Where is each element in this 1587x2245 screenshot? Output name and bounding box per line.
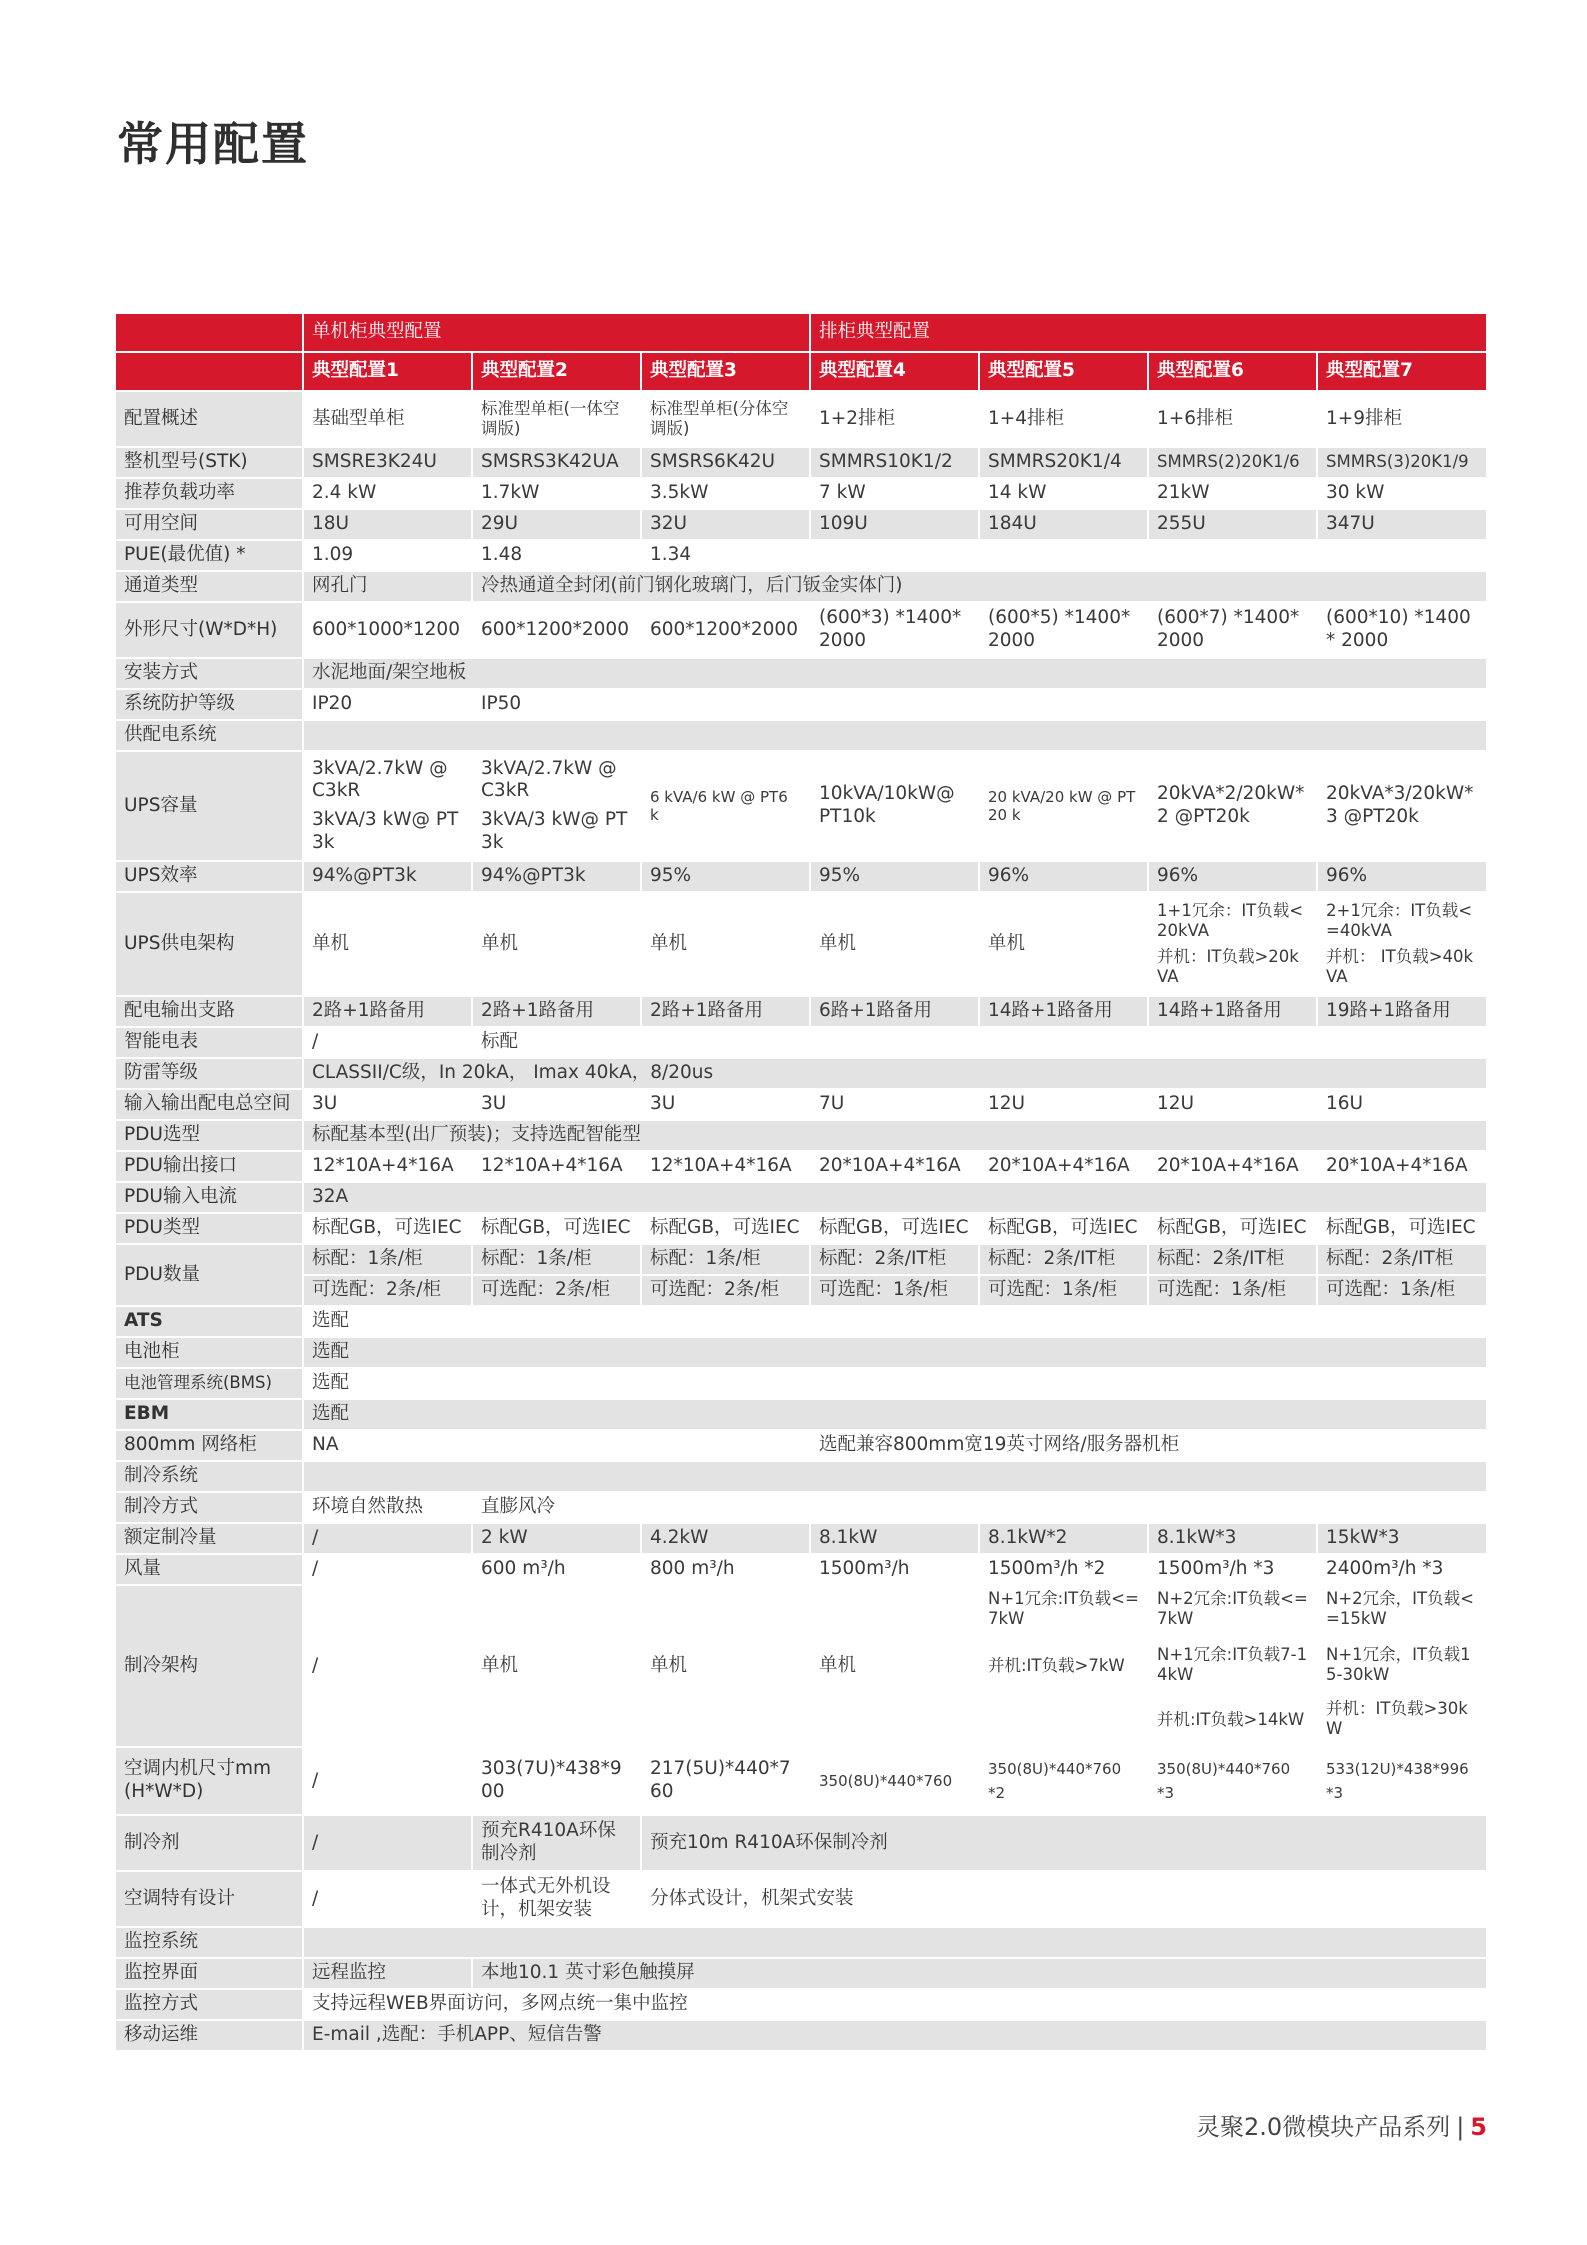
cell: 标配基本型(出厂预装)；支持选配智能型 xyxy=(303,1120,1487,1151)
table-row xyxy=(115,1747,1487,1815)
cell: 12*10A+4*16A xyxy=(641,1151,810,1182)
header-single-cabinet: 单机柜典型配置 xyxy=(303,313,810,352)
page-number: 5 xyxy=(1470,2113,1487,2141)
cell: 1+4排柜 xyxy=(979,391,1148,447)
cell: 95% xyxy=(641,861,810,892)
cell: 29U xyxy=(472,509,641,540)
cell: SMMRS20K1/4 xyxy=(979,447,1148,478)
cell: 一体式无外机设计，机架安装 xyxy=(472,1871,641,1927)
cell: 10kVA/10kW@ PT10k xyxy=(810,751,979,861)
cell: 单机 xyxy=(472,892,641,996)
cell: 94%@PT3k xyxy=(472,861,641,892)
row-label: 空调内机尺寸mm (H*W*D) xyxy=(115,1747,303,1815)
cell: (600*3) *1400* 2000 xyxy=(810,602,979,658)
cell: 直膨风冷 xyxy=(472,1492,1487,1523)
cell: N+2冗余，IT负载<=15kW N+1冗余，IT负载15-30kW 并机：IT负载>30kW xyxy=(1317,1585,1487,1747)
table-row xyxy=(115,689,1487,720)
table-row xyxy=(115,1399,1487,1430)
cell: 标配GB，可选IEC xyxy=(979,1213,1148,1244)
cell: 标配：2条/IT柜 xyxy=(979,1244,1148,1275)
cell: 2 kW xyxy=(472,1523,641,1554)
cell: 冷热通道全封闭(前门钢化玻璃门，后门钣金实体门) xyxy=(472,571,1487,602)
cell: / xyxy=(303,1554,472,1585)
footer-series: 灵聚2.0微模块产品系列 xyxy=(1196,2113,1451,2141)
cell: 7 kW xyxy=(810,478,979,509)
cell: SMMRS(3)20K1/9 xyxy=(1317,447,1487,478)
row-label: 电池管理系统(BMS) xyxy=(115,1368,303,1399)
header-config: 典型配置2 xyxy=(472,352,641,391)
cell: 预充10m R410A环保制冷剂 xyxy=(641,1815,1487,1871)
cell: 20*10A+4*16A xyxy=(1317,1151,1487,1182)
row-label: 制冷方式 xyxy=(115,1492,303,1523)
cell: 600*1000*1200 xyxy=(303,602,472,658)
cell: / xyxy=(303,1585,472,1747)
table-row xyxy=(115,892,1487,996)
table-header-group xyxy=(115,313,1487,352)
table-header-configs xyxy=(115,352,1487,391)
table-row xyxy=(115,478,1487,509)
row-label: 额定制冷量 xyxy=(115,1523,303,1554)
section-label: 供配电系统 xyxy=(115,720,303,751)
cell: CLASSII/C级，In 20kA， Imax 40kA，8/20us xyxy=(303,1058,1487,1089)
cell: 2.4 kW xyxy=(303,478,472,509)
cell: 标配GB，可选IEC xyxy=(810,1213,979,1244)
cell: 800 m³/h xyxy=(641,1554,810,1585)
cell: 3.5kW xyxy=(641,478,810,509)
cell: SMSRS3K42UA xyxy=(472,447,641,478)
cell: SMSRE3K24U xyxy=(303,447,472,478)
cell: 217(5U)*440*760 xyxy=(641,1747,810,1815)
cell: 96% xyxy=(1148,861,1317,892)
cell: / xyxy=(303,1027,472,1058)
cell: 20*10A+4*16A xyxy=(810,1151,979,1182)
cell: 选配 xyxy=(303,1368,1487,1399)
cell: 255U xyxy=(1148,509,1317,540)
row-label: 通道类型 xyxy=(115,571,303,602)
header-config: 典型配置1 xyxy=(303,352,472,391)
table-row xyxy=(115,1151,1487,1182)
cell: 单机 xyxy=(810,1585,979,1747)
cell: 标配：2条/IT柜 xyxy=(810,1244,979,1275)
cell: 350(8U)*440*760 *2 xyxy=(979,1747,1148,1815)
cell: 600*1200*2000 xyxy=(641,602,810,658)
cell: 单机 xyxy=(641,892,810,996)
row-label: 监控方式 xyxy=(115,1989,303,2020)
page-title: 常用配置 xyxy=(117,117,309,171)
row-label: 智能电表 xyxy=(115,1027,303,1058)
cell: 350(8U)*440*760 *3 xyxy=(1148,1747,1317,1815)
cell: 96% xyxy=(979,861,1148,892)
row-label: UPS效率 xyxy=(115,861,303,892)
cell: 单机 xyxy=(641,1585,810,1747)
row-label: 制冷架构 xyxy=(115,1585,303,1747)
cell: 标配GB，可选IEC xyxy=(472,1213,641,1244)
cell: 1500m³/h *3 xyxy=(1148,1554,1317,1585)
table-row xyxy=(115,1213,1487,1244)
cell: 3kVA/2.7kW @ C3kR 3kVA/3 kW@ PT3k xyxy=(303,751,472,861)
table-row xyxy=(115,1337,1487,1368)
cell: NA xyxy=(303,1430,810,1461)
row-label: PDU输入电流 xyxy=(115,1182,303,1213)
cell: IP20 xyxy=(303,689,472,720)
cell: 1.34 xyxy=(641,540,810,571)
row-label: 电池柜 xyxy=(115,1337,303,1368)
cell: 1.7kW xyxy=(472,478,641,509)
table-row xyxy=(115,1871,1487,1927)
cell: 32A xyxy=(303,1182,1487,1213)
cell: 533(12U)*438*996 *3 xyxy=(1317,1747,1487,1815)
cell: 1+2排柜 xyxy=(810,391,979,447)
header-row-cabinet: 排柜典型配置 xyxy=(810,313,1487,352)
table-row xyxy=(115,996,1487,1027)
row-label: 可用空间 xyxy=(115,509,303,540)
table-row xyxy=(115,658,1487,689)
row-label: 安装方式 xyxy=(115,658,303,689)
header-config: 典型配置5 xyxy=(979,352,1148,391)
row-label: 制冷剂 xyxy=(115,1815,303,1871)
cell: 20kVA*3/20kW*3 @PT20k xyxy=(1317,751,1487,861)
cell: (600*10) *1400* 2000 xyxy=(1317,602,1487,658)
cell: 6 kVA/6 kW @ PT6 k xyxy=(641,751,810,861)
cell: 350(8U)*440*760 xyxy=(810,1747,979,1815)
cell: 3U xyxy=(303,1089,472,1120)
table-row xyxy=(115,602,1487,658)
cell: 6路+1路备用 xyxy=(810,996,979,1027)
row-label: 防雷等级 xyxy=(115,1058,303,1089)
header-config: 典型配置4 xyxy=(810,352,979,391)
table-row xyxy=(115,1958,1487,1989)
config-table xyxy=(114,312,1488,2052)
cell: 12*10A+4*16A xyxy=(472,1151,641,1182)
cell: 14 kW xyxy=(979,478,1148,509)
header-config: 典型配置7 xyxy=(1317,352,1487,391)
table-row xyxy=(115,1492,1487,1523)
row-label: UPS容量 xyxy=(115,751,303,861)
cell: IP50 xyxy=(472,689,1487,720)
header-config: 典型配置3 xyxy=(641,352,810,391)
table-row xyxy=(115,861,1487,892)
cell: 2路+1路备用 xyxy=(472,996,641,1027)
section-row xyxy=(115,720,1487,751)
cell: 可选配：1条/柜 xyxy=(979,1275,1148,1306)
cell: 标配：1条/柜 xyxy=(472,1244,641,1275)
cell: 303(7U)*438*900 xyxy=(472,1747,641,1815)
cell: 1500m³/h *2 xyxy=(979,1554,1148,1585)
table-row xyxy=(115,1430,1487,1461)
cell: 可选配：1条/柜 xyxy=(1317,1275,1487,1306)
cell: 20*10A+4*16A xyxy=(1148,1151,1317,1182)
cell: 19路+1路备用 xyxy=(1317,996,1487,1027)
cell: 30 kW xyxy=(1317,478,1487,509)
cell: 1+9排柜 xyxy=(1317,391,1487,447)
row-label: 风量 xyxy=(115,1554,303,1585)
cell: 远程监控 xyxy=(303,1958,472,1989)
cell: 预充R410A环保制冷剂 xyxy=(472,1815,641,1871)
page-footer xyxy=(1196,2107,1487,2142)
header-config: 典型配置6 xyxy=(1148,352,1317,391)
row-label: 系统防护等级 xyxy=(115,689,303,720)
cell: 14路+1路备用 xyxy=(1148,996,1317,1027)
cell: 可选配：2条/柜 xyxy=(303,1275,472,1306)
row-label: UPS供电架构 xyxy=(115,892,303,996)
cell: 96% xyxy=(1317,861,1487,892)
section-row xyxy=(115,1461,1487,1492)
table-row xyxy=(115,1244,1487,1275)
cell: 选配 xyxy=(303,1399,1487,1430)
cell: 1.09 xyxy=(303,540,472,571)
cell: 3U xyxy=(472,1089,641,1120)
row-label: 800mm 网络柜 xyxy=(115,1430,303,1461)
table-row xyxy=(115,571,1487,602)
row-label: 整机型号(STK) xyxy=(115,447,303,478)
row-label: 配电输出支路 xyxy=(115,996,303,1027)
cell: 12*10A+4*16A xyxy=(303,1151,472,1182)
cell: 选配兼容800mm宽19英寸网络/服务器机柜 xyxy=(810,1430,1487,1461)
table-row xyxy=(115,1585,1487,1747)
cell: 单机 xyxy=(472,1585,641,1747)
cell: 标准型单柜(分体空调版) xyxy=(641,391,810,447)
cell: 109U xyxy=(810,509,979,540)
row-label: 移动运维 xyxy=(115,2020,303,2051)
cell: 2路+1路备用 xyxy=(641,996,810,1027)
cell: 1500m³/h xyxy=(810,1554,979,1585)
row-label: 输入输出配电总空间 xyxy=(115,1089,303,1120)
cell: 15kW*3 xyxy=(1317,1523,1487,1554)
cell: 94%@PT3k xyxy=(303,861,472,892)
table-row xyxy=(115,509,1487,540)
cell: 标配GB，可选IEC xyxy=(303,1213,472,1244)
row-label: PUE(最优值) * xyxy=(115,540,303,571)
cell: 基础型单柜 xyxy=(303,391,472,447)
cell: 可选配：1条/柜 xyxy=(810,1275,979,1306)
row-label: PDU类型 xyxy=(115,1213,303,1244)
cell: E-mail ,选配：手机APP、短信告警 xyxy=(303,2020,1487,2051)
row-label: 推荐负载功率 xyxy=(115,478,303,509)
cell: 14路+1路备用 xyxy=(979,996,1148,1027)
section-label: 监控系统 xyxy=(115,1927,303,1958)
row-label: ATS xyxy=(115,1306,303,1337)
cell: / xyxy=(303,1747,472,1815)
cell: 标配：1条/柜 xyxy=(303,1244,472,1275)
cell: 标准型单柜(一体空调版) xyxy=(472,391,641,447)
table-row xyxy=(115,1554,1487,1585)
cell: 7U xyxy=(810,1089,979,1120)
cell: 标配 xyxy=(472,1027,1487,1058)
cell: 95% xyxy=(810,861,979,892)
cell: 20*10A+4*16A xyxy=(979,1151,1148,1182)
table-row xyxy=(115,1089,1487,1120)
cell: 单机 xyxy=(303,892,472,996)
cell: 支持远程WEB界面访问，多网点统一集中监控 xyxy=(303,1989,1487,2020)
cell: 1+6排柜 xyxy=(1148,391,1317,447)
cell: 1+1冗余：IT负载<20kVA 并机：IT负载>20kVA xyxy=(1148,892,1317,996)
cell: 单机 xyxy=(810,892,979,996)
cell: 347U xyxy=(1317,509,1487,540)
cell: 可选配：1条/柜 xyxy=(1148,1275,1317,1306)
footer-separator: | xyxy=(1456,2113,1465,2141)
table-row xyxy=(115,1306,1487,1337)
cell: 3kVA/2.7kW @ C3kR 3kVA/3 kW@ PT3k xyxy=(472,751,641,861)
section-label: 制冷系统 xyxy=(115,1461,303,1492)
cell: 21kW xyxy=(1148,478,1317,509)
table-row xyxy=(115,1120,1487,1151)
cell: 8.1kW xyxy=(810,1523,979,1554)
cell: 标配：1条/柜 xyxy=(641,1244,810,1275)
cell: 可选配：2条/柜 xyxy=(641,1275,810,1306)
row-label: 外形尺寸(W*D*H) xyxy=(115,602,303,658)
cell: SMMRS10K1/2 xyxy=(810,447,979,478)
cell: 32U xyxy=(641,509,810,540)
cell: 选配 xyxy=(303,1306,1487,1337)
cell: 选配 xyxy=(303,1337,1487,1368)
table-row xyxy=(115,2020,1487,2051)
cell: 标配：2条/IT柜 xyxy=(1148,1244,1317,1275)
cell: 2+1冗余：IT负载<=40kVA 并机： IT负载>40kVA xyxy=(1317,892,1487,996)
cell: N+2冗余:IT负载<=7kW N+1冗余:IT负载7-14kW 并机:IT负载>14kW xyxy=(1148,1585,1317,1747)
cell: / xyxy=(303,1815,472,1871)
cell: 2400m³/h *3 xyxy=(1317,1554,1487,1585)
cell: 可选配：2条/柜 xyxy=(472,1275,641,1306)
cell: 本地10.1 英寸彩色触摸屏 xyxy=(472,1958,1487,1989)
cell: 标配GB，可选IEC xyxy=(641,1213,810,1244)
cell: 20 kVA/20 kW @ PT20 k xyxy=(979,751,1148,861)
table-row xyxy=(115,391,1487,447)
cell: 600*1200*2000 xyxy=(472,602,641,658)
row-label: 空调特有设计 xyxy=(115,1871,303,1927)
cell: 8.1kW*2 xyxy=(979,1523,1148,1554)
cell: 4.2kW xyxy=(641,1523,810,1554)
table-row xyxy=(115,447,1487,478)
cell: / xyxy=(303,1871,472,1927)
cell: 16U xyxy=(1317,1089,1487,1120)
cell: 184U xyxy=(979,509,1148,540)
table-row xyxy=(115,1523,1487,1554)
cell: 18U xyxy=(303,509,472,540)
cell: 标配GB，可选IEC xyxy=(1148,1213,1317,1244)
cell: (600*7) *1400* 2000 xyxy=(1148,602,1317,658)
cell: 1.48 xyxy=(472,540,641,571)
cell: 20kVA*2/20kW*2 @PT20k xyxy=(1148,751,1317,861)
row-label: PDU输出接口 xyxy=(115,1151,303,1182)
cell: 8.1kW*3 xyxy=(1148,1523,1317,1554)
table-row xyxy=(115,1368,1487,1399)
cell: N+1冗余:IT负载<=7kW 并机:IT负载>7kW xyxy=(979,1585,1148,1747)
cell: 3U xyxy=(641,1089,810,1120)
cell: 单机 xyxy=(979,892,1148,996)
cell: 12U xyxy=(1148,1089,1317,1120)
cell: 网孔门 xyxy=(303,571,472,602)
cell: 环境自然散热 xyxy=(303,1492,472,1523)
table-row xyxy=(115,1058,1487,1089)
table-row xyxy=(115,751,1487,861)
table-row xyxy=(115,1989,1487,2020)
row-label: 监控界面 xyxy=(115,1958,303,1989)
row-label: EBM xyxy=(115,1399,303,1430)
cell: 12U xyxy=(979,1089,1148,1120)
table-row xyxy=(115,1027,1487,1058)
cell: / xyxy=(303,1523,472,1554)
table-row xyxy=(115,1275,1487,1306)
cell: 标配：2条/IT柜 xyxy=(1317,1244,1487,1275)
section-row xyxy=(115,1927,1487,1958)
table-row xyxy=(115,1815,1487,1871)
cell: 分体式设计，机架式安装 xyxy=(641,1871,1487,1927)
cell: (600*5) *1400* 2000 xyxy=(979,602,1148,658)
cell: SMSRS6K42U xyxy=(641,447,810,478)
cell: 2路+1路备用 xyxy=(303,996,472,1027)
row-label: 配置概述 xyxy=(115,391,303,447)
row-label: PDU选型 xyxy=(115,1120,303,1151)
cell: SMMRS(2)20K1/6 xyxy=(1148,447,1317,478)
cell: 水泥地面/架空地板 xyxy=(303,658,1487,689)
table-row xyxy=(115,1182,1487,1213)
row-label: PDU数量 xyxy=(115,1244,303,1306)
table-row xyxy=(115,540,1487,571)
cell: 600 m³/h xyxy=(472,1554,641,1585)
cell: 标配GB，可选IEC xyxy=(1317,1213,1487,1244)
